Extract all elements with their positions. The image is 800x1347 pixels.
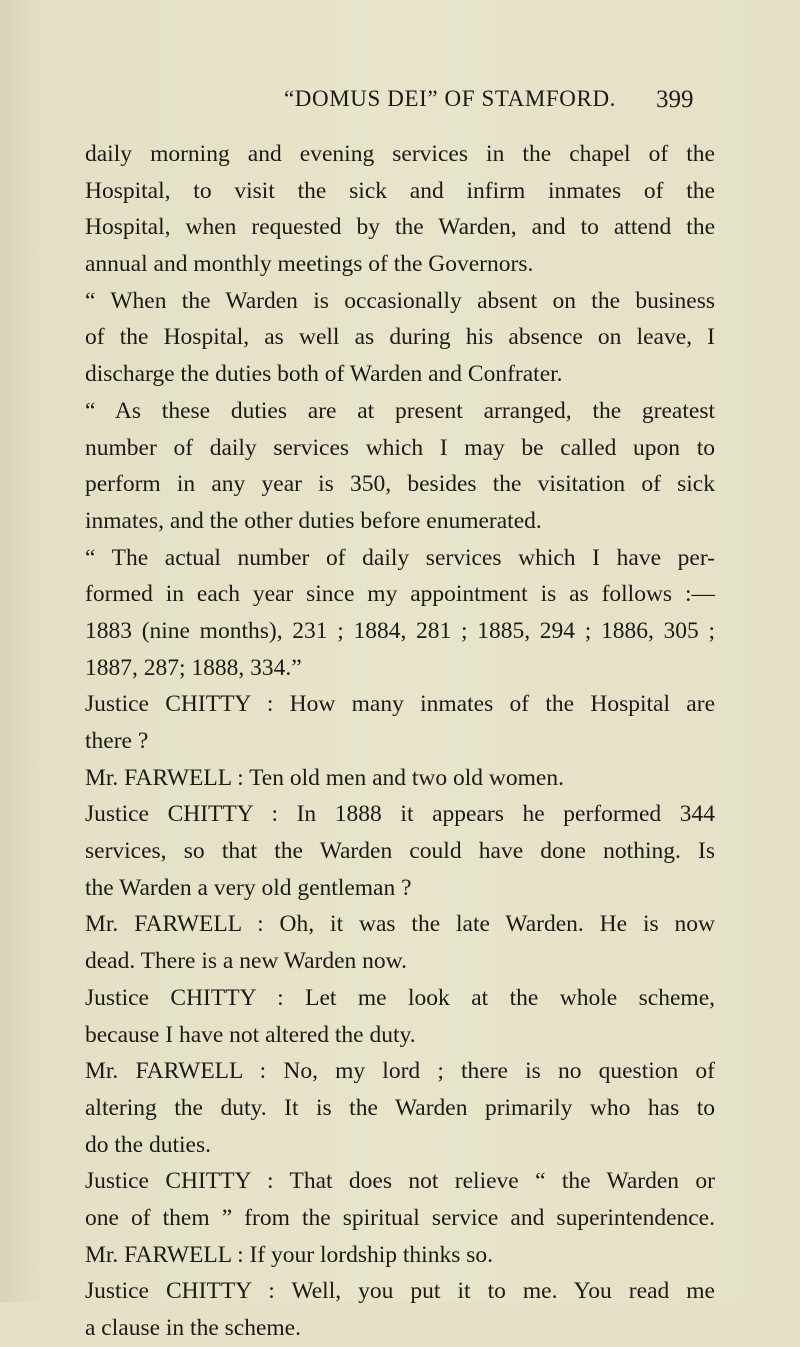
text-line: services, so that the Warden could have done nothing. Is — [85, 838, 715, 865]
text-line: 1883 (nine months), 231 ; 1884, 281 ; 1885, 294 ; 1886, 305 ; — [85, 617, 715, 644]
text-line: Mr. FARWELL : If your lordship thinks so. — [85, 1241, 493, 1268]
text-line: Justice CHITTY : Let me look at the whole scheme, — [85, 984, 715, 1011]
text-line: annual and monthly meetings of the Governors. — [85, 251, 534, 278]
text-line: there ? — [85, 728, 149, 754]
text-line: Mr. FARWELL : No, my lord ; there is no question of — [85, 1058, 715, 1085]
text-line: Mr. FARWELL : Ten old men and two old women. — [85, 764, 564, 791]
text-line: 1887, 287; 1888, 334.” — [85, 654, 302, 681]
text-line: the Warden a very old gentleman ? — [85, 874, 412, 901]
running-head — [0, 86, 800, 118]
text-line: Justice CHITTY : In 1888 it appears he performed 344 — [85, 801, 715, 828]
text-line: because I have not altered the duty. — [85, 1021, 416, 1048]
text-line: Justice CHITTY : Well, you put it to me. You read me — [85, 1278, 715, 1305]
text-line: daily morning and evening services in the chapel of the — [85, 141, 715, 167]
text-line: formed in each year since my appointment is as follows :— — [85, 581, 715, 608]
text-line: one of them ” from the spiritual service and superintendence. — [85, 1204, 715, 1231]
text-line: Justice CHITTY : How many inmates of the Hospital are — [85, 691, 715, 718]
text-line: a clause in the scheme. — [85, 1315, 301, 1341]
text-line: Hospital, to visit the sick and infirm inmates of the — [85, 177, 715, 204]
text-line: of the Hospital, as well as during his absence on leave, I — [85, 324, 715, 351]
body-text — [85, 136, 715, 1347]
text-line: Justice CHITTY : That does not relieve “ the Warden or — [85, 1168, 715, 1195]
text-line: perform in any year is 350, besides the visitation of sick — [85, 471, 715, 498]
text-line: Mr. FARWELL : Oh, it was the late Warden. He is now — [85, 911, 715, 938]
text-line: discharge the duties both of Warden and Confrater. — [85, 361, 563, 388]
text-line: “ As these duties are at present arranged, the greatest — [85, 397, 715, 424]
text-line: “ When the Warden is occasionally absent on the business — [85, 287, 715, 314]
text-line: inmates, and the other duties before enumerated. — [85, 507, 542, 534]
text-line: Hospital, when requested by the Warden, and to attend the — [85, 214, 715, 241]
text-line: altering the duty. It is the Warden primarily who has to — [85, 1094, 715, 1121]
running-title: “DOMUS DEI” OF STAMFORD. — [284, 86, 617, 111]
page-number: 399 — [656, 86, 694, 113]
text-line: do the duties. — [85, 1131, 211, 1158]
text-line: number of daily services which I may be called upon to — [85, 434, 715, 461]
text-line: dead. There is a new Warden now. — [85, 948, 407, 975]
text-line: “ The actual number of daily services which I have per- — [85, 544, 715, 571]
